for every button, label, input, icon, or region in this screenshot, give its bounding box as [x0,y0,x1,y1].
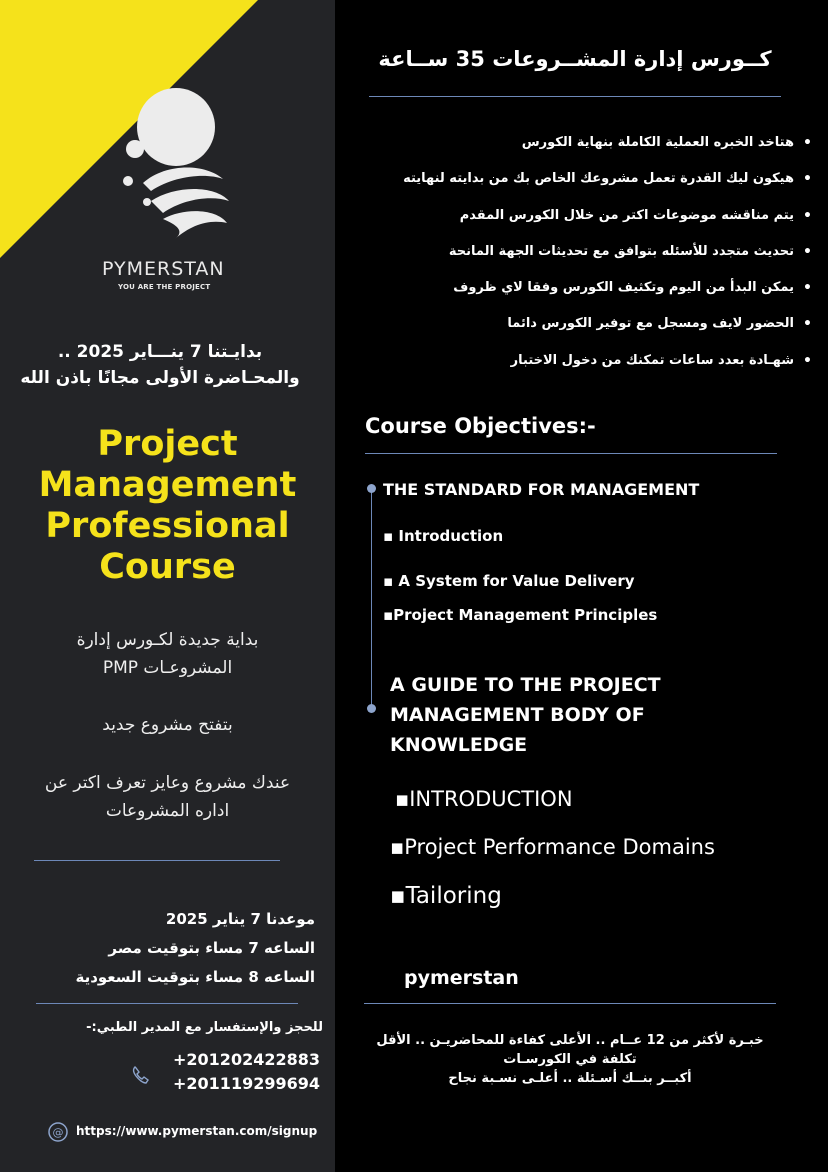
right-divider-bottom [364,1003,776,1004]
standard-item-introduction: ▪ Introduction [383,527,504,545]
intro-line-2: المشروعـات PMP [102,658,233,678]
feature-item: • يتم مناقشه موضوعات اكتر من خلال الكورس المقدم [324,207,794,243]
have-project-line-2: اداره المشروعات [105,801,230,821]
brand-tagline: YOU ARE THE PROJECT [118,283,211,291]
start-line-2: والمحـاضرة الأولى مجانًا باذن الله [20,368,300,388]
guide-heading-line-3: KNOWLEDGE [390,734,528,756]
footer-highlights [350,1031,790,1088]
standard-heading: THE STANDARD FOR MANAGEMENT [383,480,700,499]
guide-heading-line-1: A GUIDE TO THE PROJECT [390,674,661,696]
phone-list [173,1048,320,1096]
guide-heading-line-2: MANAGEMENT BODY OF [390,704,645,726]
start-line-1: بدايـتنا 7 ينـــاير 2025 .. [57,342,263,362]
feature-list [324,134,814,388]
course-title-ar: كــورس إدارة المشــروعات 35 ســاعة [378,47,772,71]
logo-mark-icon [105,85,240,260]
feature-item: • يمكن البدأ من اليوم وتكثيف الكورس وفقا لاي ظروف [324,279,794,315]
schedule [15,905,315,992]
guide-heading [390,670,661,760]
left-panel [0,0,335,1172]
footer-line-1: خبـرة لأكثر من 12 عــام .. الأعلى كفاءة للمحاضريـن .. الأقل [376,1033,764,1048]
phone-icon [130,1064,152,1086]
contact-label: للحجز والإستفسار مع المدير الطبي:- [86,1020,323,1035]
phone-number-2[interactable]: +201119299694 [173,1074,320,1093]
phone-number-1[interactable]: +201202422883 [173,1050,320,1069]
objectives-heading: Course Objectives:- [365,414,596,438]
course-title-en [0,424,335,588]
have-project-text [0,769,335,825]
feature-item: • شهـادة بعدد ساعات تمكنك من دخول الاختبار [324,352,794,388]
title-line-4: Course [99,547,236,587]
feature-item: • تحديث متجدد للأسئله بتوافق مع تحديثات الجهة المانحة [324,243,794,279]
title-line-1: Project [97,424,238,464]
footer-line-3: أكبــر بنــك أسـئلة .. أعلـى نسـبة نجاح [448,1071,692,1086]
intro-text [0,626,335,682]
schedule-time-egypt: الساعه 7 مساء بتوقيت مصر [108,939,315,957]
svg-text:@: @ [52,1126,64,1139]
schedule-time-saudi: الساعه 8 مساء بتوقيت السعودية [75,968,315,986]
have-project-line-1: عندك مشروع وعايز تعرف اكتر عن [44,773,291,793]
title-line-2: Management [38,465,297,505]
timeline-dot-2 [367,704,376,713]
timeline-dot-1 [367,484,376,493]
guide-item-introduction: ▪INTRODUCTION [395,787,573,811]
signup-link[interactable]: https://www.pymerstan.com/signup [76,1124,318,1138]
guide-item-tailoring: ▪Tailoring [390,883,502,909]
feature-item: • هتاخد الخبره العملية الكاملة بنهاية الكورس [324,134,794,170]
footer-line-2: تكلفة في الكورسـات [503,1052,637,1067]
left-divider-2 [36,1003,298,1004]
brand-name: PYMERSTAN [102,258,225,280]
intro-line-1: بداية جديدة لكـورس إدارة [76,630,259,650]
timeline-line [371,487,372,712]
objectives-divider [365,453,777,454]
title-line-3: Professional [45,506,290,546]
start-announcement [5,339,315,391]
feature-item: • هيكون ليك القدرة تعمل مشروعك الخاص بك من بدايته لنهايته [324,170,794,206]
standard-item-principles: ▪Project Management Principles [383,606,658,624]
left-divider-1 [34,860,280,861]
schedule-date: موعدنا 7 يناير 2025 [165,910,315,928]
right-divider-top [369,96,781,97]
guide-item-performance-domains: ▪Project Performance Domains [390,835,715,859]
standard-item-value-delivery: ▪ A System for Value Delivery [383,572,635,590]
handle-text: pymerstan [404,967,519,989]
new-project-text: بتفتح مشروع جديد [102,715,233,735]
at-sign-icon [47,1121,69,1143]
feature-item: • الحضور لايف ومسجل مع توفير الكورس دائما [324,315,794,351]
